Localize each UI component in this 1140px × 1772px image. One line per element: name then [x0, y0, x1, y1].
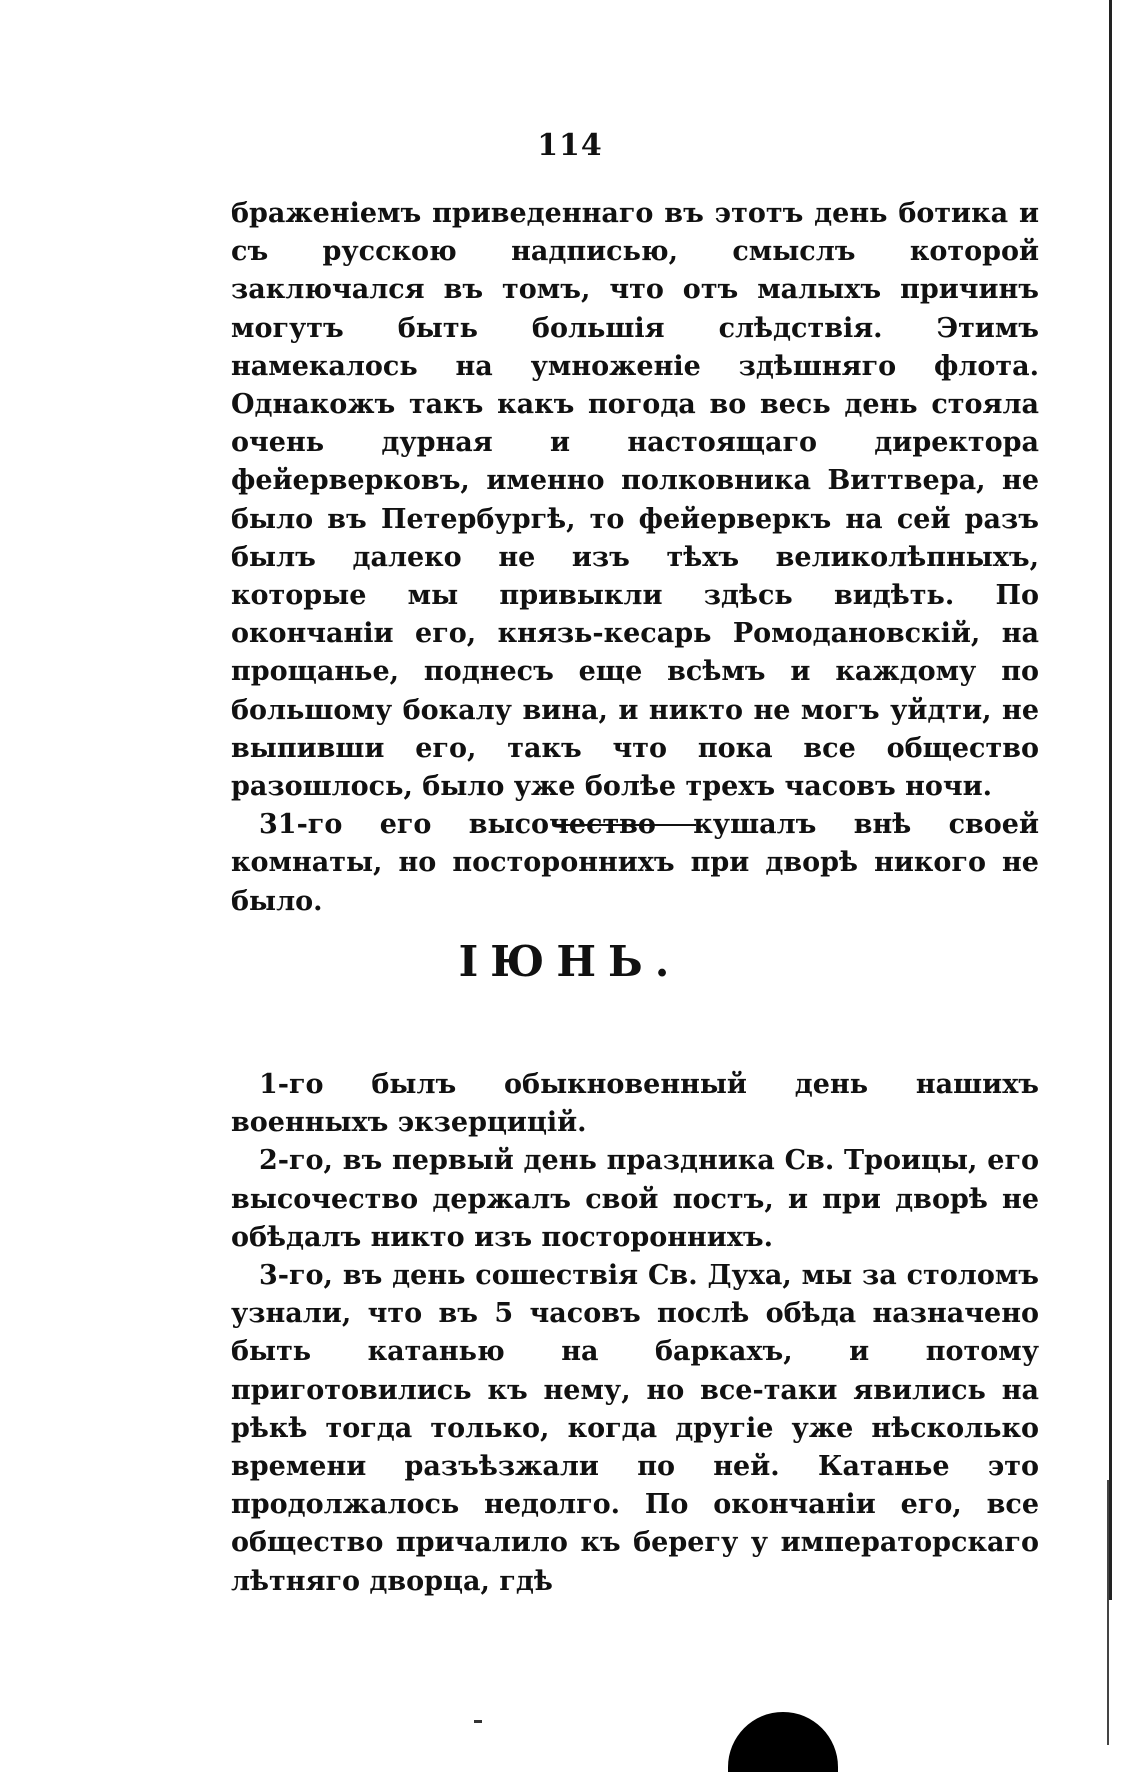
- paragraph-day-1: 1-го былъ обыкновенный день нашихъ военныхъ экзерцицій.: [231, 1069, 1039, 1139]
- paragraph-continued: браженіемъ приведеннаго въ этотъ день ботика и съ русскою надписью, смыслъ которой заключался въ томъ, что отъ малыхъ причинъ могутъ быть большія слѣдствія. Этимъ намекалось на умноженіе здѣшняго флота. Однакожъ такъ какъ погода во весь день стояла очень дурная и настоящаго директора фейерверковъ, именно полковника Виттвера, не было въ Петербургѣ, то фейерверкъ на сей разъ былъ далеко не изъ тѣхъ великолѣпныхъ, которые мы привыкли здѣсь видѣть. По окончаніи его, князь-кесарь Ромодановскій, на прощанье, поднесъ еще всѣмъ и каждому по большому бокалу вина, и никто не могъ уйдти, не выпивши его, такъ что пока все общество разошлось, было уже болѣе трехъ часовъ ночи.: [231, 198, 1039, 803]
- paragraph-day-3: 3-го, въ день сошествія Св. Духа, мы за столомъ узнали, что въ 5 часовъ послѣ обѣда назначено быть катанью на баркахъ, и потому приготовились къ нему, но все-таки явились на рѣкѣ тогда только, когда другіе уже нѣсколько времени разъѣзжали по ней. Катанье это продолжалось недолго. По окончаніи его, все общество причалило къ берегу у императорскаго лѣтняго дворца, гдѣ: [231, 1260, 1039, 1597]
- paragraph-31: 31-го его высочество кушалъ внѣ своей комнаты, но постороннихъ при дворѣ никого не было.: [231, 809, 1039, 917]
- top-text-block: [231, 195, 1039, 921]
- scan-speck: [474, 1720, 482, 1723]
- section-divider: [556, 824, 696, 826]
- scan-ink-blot: [728, 1712, 838, 1772]
- page-number: 114: [537, 128, 603, 163]
- bottom-text-block: [231, 1066, 1039, 1601]
- page-edge-shadow: [1107, 1480, 1109, 1745]
- section-heading-june: ІЮНЬ.: [458, 937, 682, 986]
- page-edge-line: [1109, 0, 1112, 1600]
- paragraph-day-2: 2-го, въ первый день праздника Св. Троицы, его высочество держалъ свой постъ, и при дворѣ не обѣдалъ никто изъ постороннихъ.: [231, 1145, 1039, 1253]
